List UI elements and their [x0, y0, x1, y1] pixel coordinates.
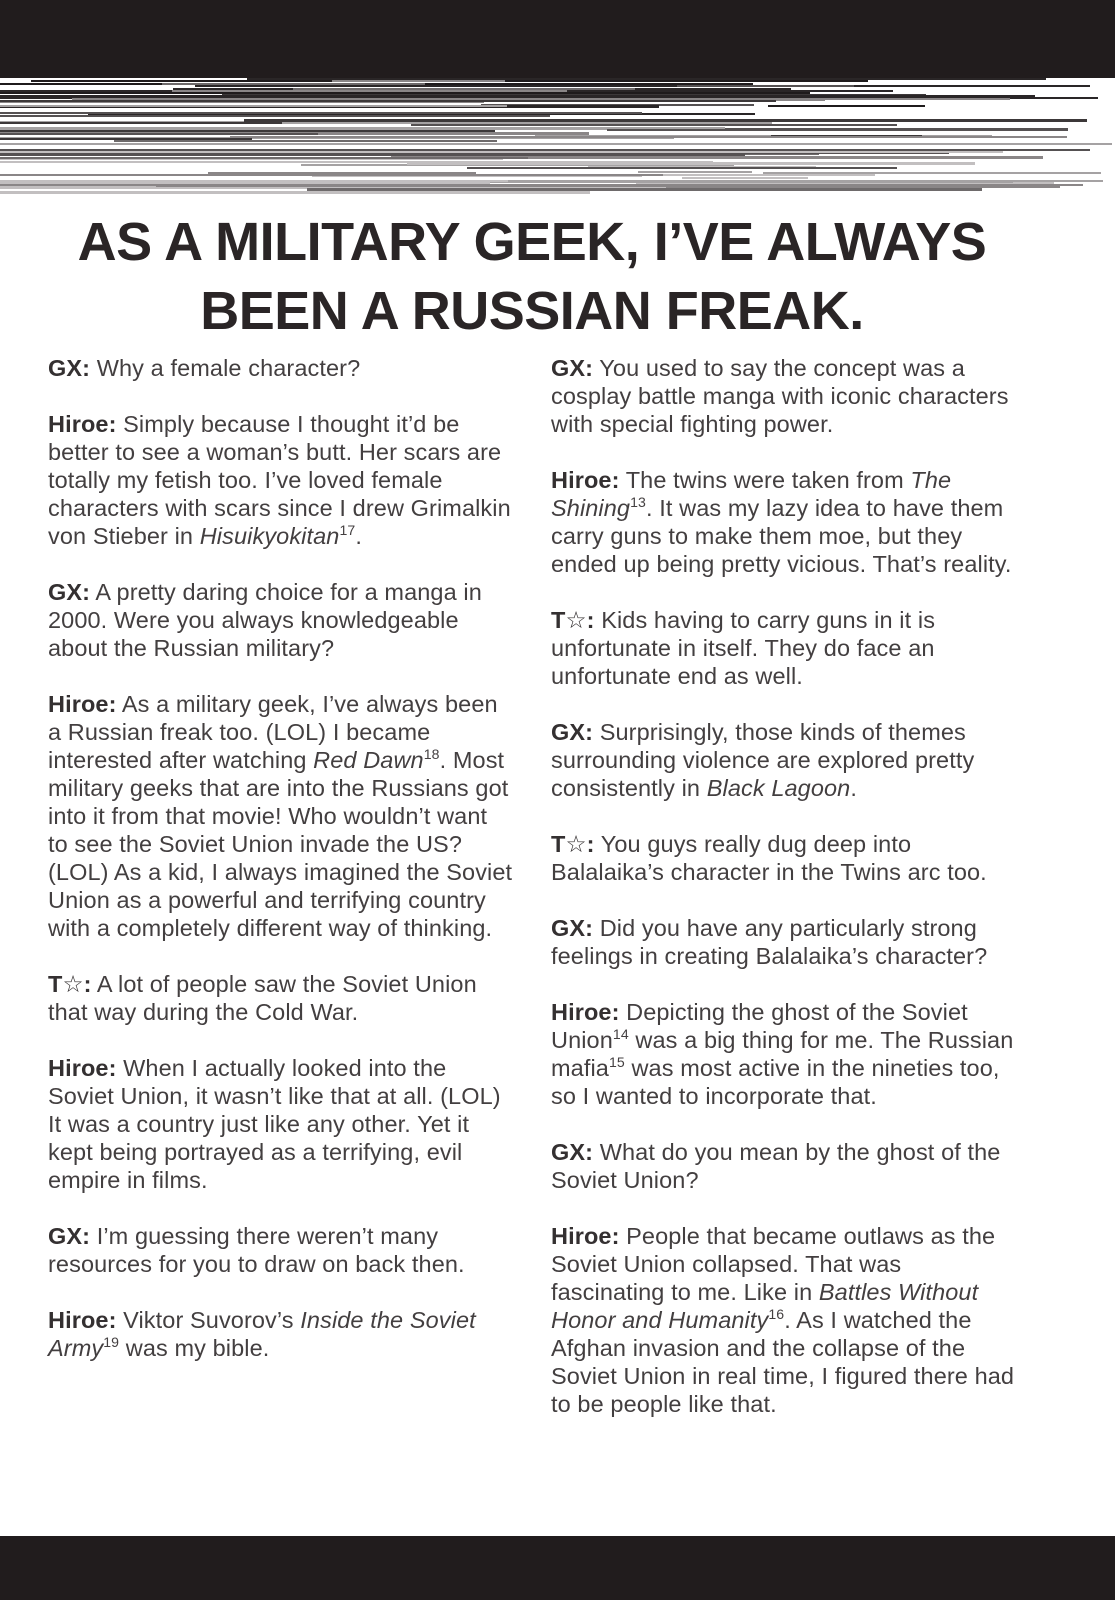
text-segment: . Most military geeks that are into the Russians got into it from that movie! Who wouldn’t want to see the Soviet Union invade the US? (LOL) As a kid, I always imagined the Soviet Union as a powerful and terrifying country with a completely different way of thinking.: [48, 747, 513, 941]
work-title: Hisuikyokitan: [199, 523, 340, 549]
text-segment: . As I watched the Afghan invasion and the collapse of the Soviet Union in real time, I figured there had to be people like that.: [551, 1307, 1015, 1417]
interview-paragraph: [48, 1222, 513, 1278]
interview-paragraph: [48, 1054, 513, 1194]
speaker-label: GX:: [551, 915, 594, 941]
footnote-ref: 17: [339, 522, 356, 539]
text-segment: .: [355, 523, 363, 549]
interview-paragraph: [551, 466, 1016, 578]
speaker-label: Hiroe:: [551, 1223, 620, 1249]
text-segment: Did you have any particularly strong feelings in creating Balalaika’s character?: [551, 915, 988, 969]
interview-paragraph: [48, 410, 513, 550]
text-segment: People that became outlaws as the Soviet Union collapsed. That was fascinating to me. Like in: [551, 1223, 996, 1305]
speaker-label: T☆:: [551, 607, 595, 633]
text-segment: You used to say the concept was a cosplay battle manga with iconic characters with special fighting power.: [551, 355, 1009, 437]
speaker-label: Hiroe:: [48, 411, 117, 437]
text-segment: was my bible.: [119, 1335, 270, 1361]
text-segment: As a military geek, I’ve always been a Russian freak too. (LOL) I became interested after watching: [48, 691, 498, 773]
speaker-label: GX:: [48, 579, 91, 605]
footnote-ref: 18: [423, 746, 440, 763]
text-segment: A lot of people saw the Soviet Union that way during the Cold War.: [48, 971, 477, 1025]
glitch-scan-lines-texture: [0, 78, 1115, 196]
text-segment: was a big thing for me. The Russian mafia: [551, 1027, 1014, 1081]
work-title: The Shining: [551, 467, 952, 521]
interview-paragraph: [551, 606, 1016, 690]
interview-paragraph: [48, 1306, 513, 1362]
interview-paragraph: [48, 690, 513, 942]
text-segment: .: [850, 775, 857, 801]
interview-columns: [48, 354, 1016, 1446]
text-segment: The twins were taken from: [619, 467, 911, 493]
text-segment: Why a female character?: [90, 355, 361, 381]
text-segment: Kids having to carry guns in it is unfortunate in itself. They do face an unfortunate end as well.: [551, 607, 936, 689]
text-segment: . It was my lazy idea to have them carry guns to make them moe, but they ended up being pretty vicious. That’s reality.: [551, 495, 1012, 577]
text-segment: A pretty daring choice for a manga in 2000. Were you always knowledgeable about the Russian military?: [48, 579, 482, 661]
interview-column-left: [48, 354, 513, 1446]
text-segment: You guys really dug deep into Balalaika’s character in the Twins arc too.: [551, 831, 987, 885]
speaker-label: Hiroe:: [551, 467, 620, 493]
work-title: Red Dawn: [313, 747, 424, 773]
interview-paragraph: [551, 914, 1016, 970]
interview-column-right: [551, 354, 1016, 1446]
interview-paragraph: [551, 830, 1016, 886]
interview-paragraph: [48, 578, 513, 662]
speaker-label: T☆:: [48, 971, 92, 997]
speaker-label: GX:: [48, 1223, 91, 1249]
speaker-label: Hiroe:: [551, 999, 620, 1025]
interview-paragraph: [551, 998, 1016, 1110]
interview-paragraph: [551, 718, 1016, 802]
interview-paragraph: [551, 1222, 1016, 1418]
interview-paragraph: [48, 970, 513, 1026]
footnote-ref: 14: [612, 1026, 629, 1043]
interview-paragraph: [48, 354, 513, 382]
text-segment: I’m guessing there weren’t many resources for you to draw on back then.: [48, 1223, 465, 1277]
bottom-black-bar: [0, 1536, 1115, 1600]
speaker-label: GX:: [551, 1139, 594, 1165]
speaker-label: GX:: [48, 355, 91, 381]
text-segment: Simply because I thought it’d be better to see a woman’s butt. Her scars are totally my fetish too. I’ve loved female characters with scars since I drew Grimalkin von Stieber in: [48, 411, 511, 549]
text-segment: What do you mean by the ghost of the Soviet Union?: [551, 1139, 1001, 1193]
work-title: Battles Without Honor and Humanity: [551, 1279, 979, 1333]
footnote-ref: 16: [768, 1306, 785, 1323]
speaker-label: GX:: [551, 719, 594, 745]
text-segment: Viktor Suvorov’s: [116, 1307, 301, 1333]
interview-paragraph: [551, 354, 1016, 438]
speaker-label: T☆:: [551, 831, 595, 857]
text-segment: When I actually looked into the Soviet Union, it wasn’t like that at all. (LOL) It was a country just like any other. Yet it kept being portrayed as a terrifying, evil empire in films.: [48, 1055, 501, 1193]
work-title: Inside the Soviet Army: [48, 1307, 476, 1361]
headline-line-1: AS A MILITARY GEEK, I’VE ALWAYS: [77, 212, 987, 272]
page-content: [0, 208, 1016, 1446]
footnote-ref: 19: [103, 1334, 120, 1351]
footnote-ref: 15: [608, 1054, 625, 1071]
interview-paragraph: [551, 1138, 1016, 1194]
text-segment: was most active in the nineties too, so I wanted to incorporate that.: [551, 1055, 1000, 1109]
footnote-ref: 13: [630, 494, 646, 511]
work-title: Black Lagoon: [706, 775, 851, 801]
page-headline: [48, 208, 1016, 346]
text-segment: Surprisingly, those kinds of themes surrounding violence are explored pretty consistently in: [551, 719, 975, 801]
text-segment: Depicting the ghost of the Soviet Union: [551, 999, 968, 1053]
speaker-label: Hiroe:: [48, 1055, 117, 1081]
speaker-label: Hiroe:: [48, 1307, 117, 1333]
speaker-label: GX:: [551, 355, 594, 381]
top-black-bar: [0, 0, 1115, 78]
speaker-label: Hiroe:: [48, 691, 117, 717]
headline-line-2: BEEN A RUSSIAN FREAK.: [200, 281, 864, 341]
